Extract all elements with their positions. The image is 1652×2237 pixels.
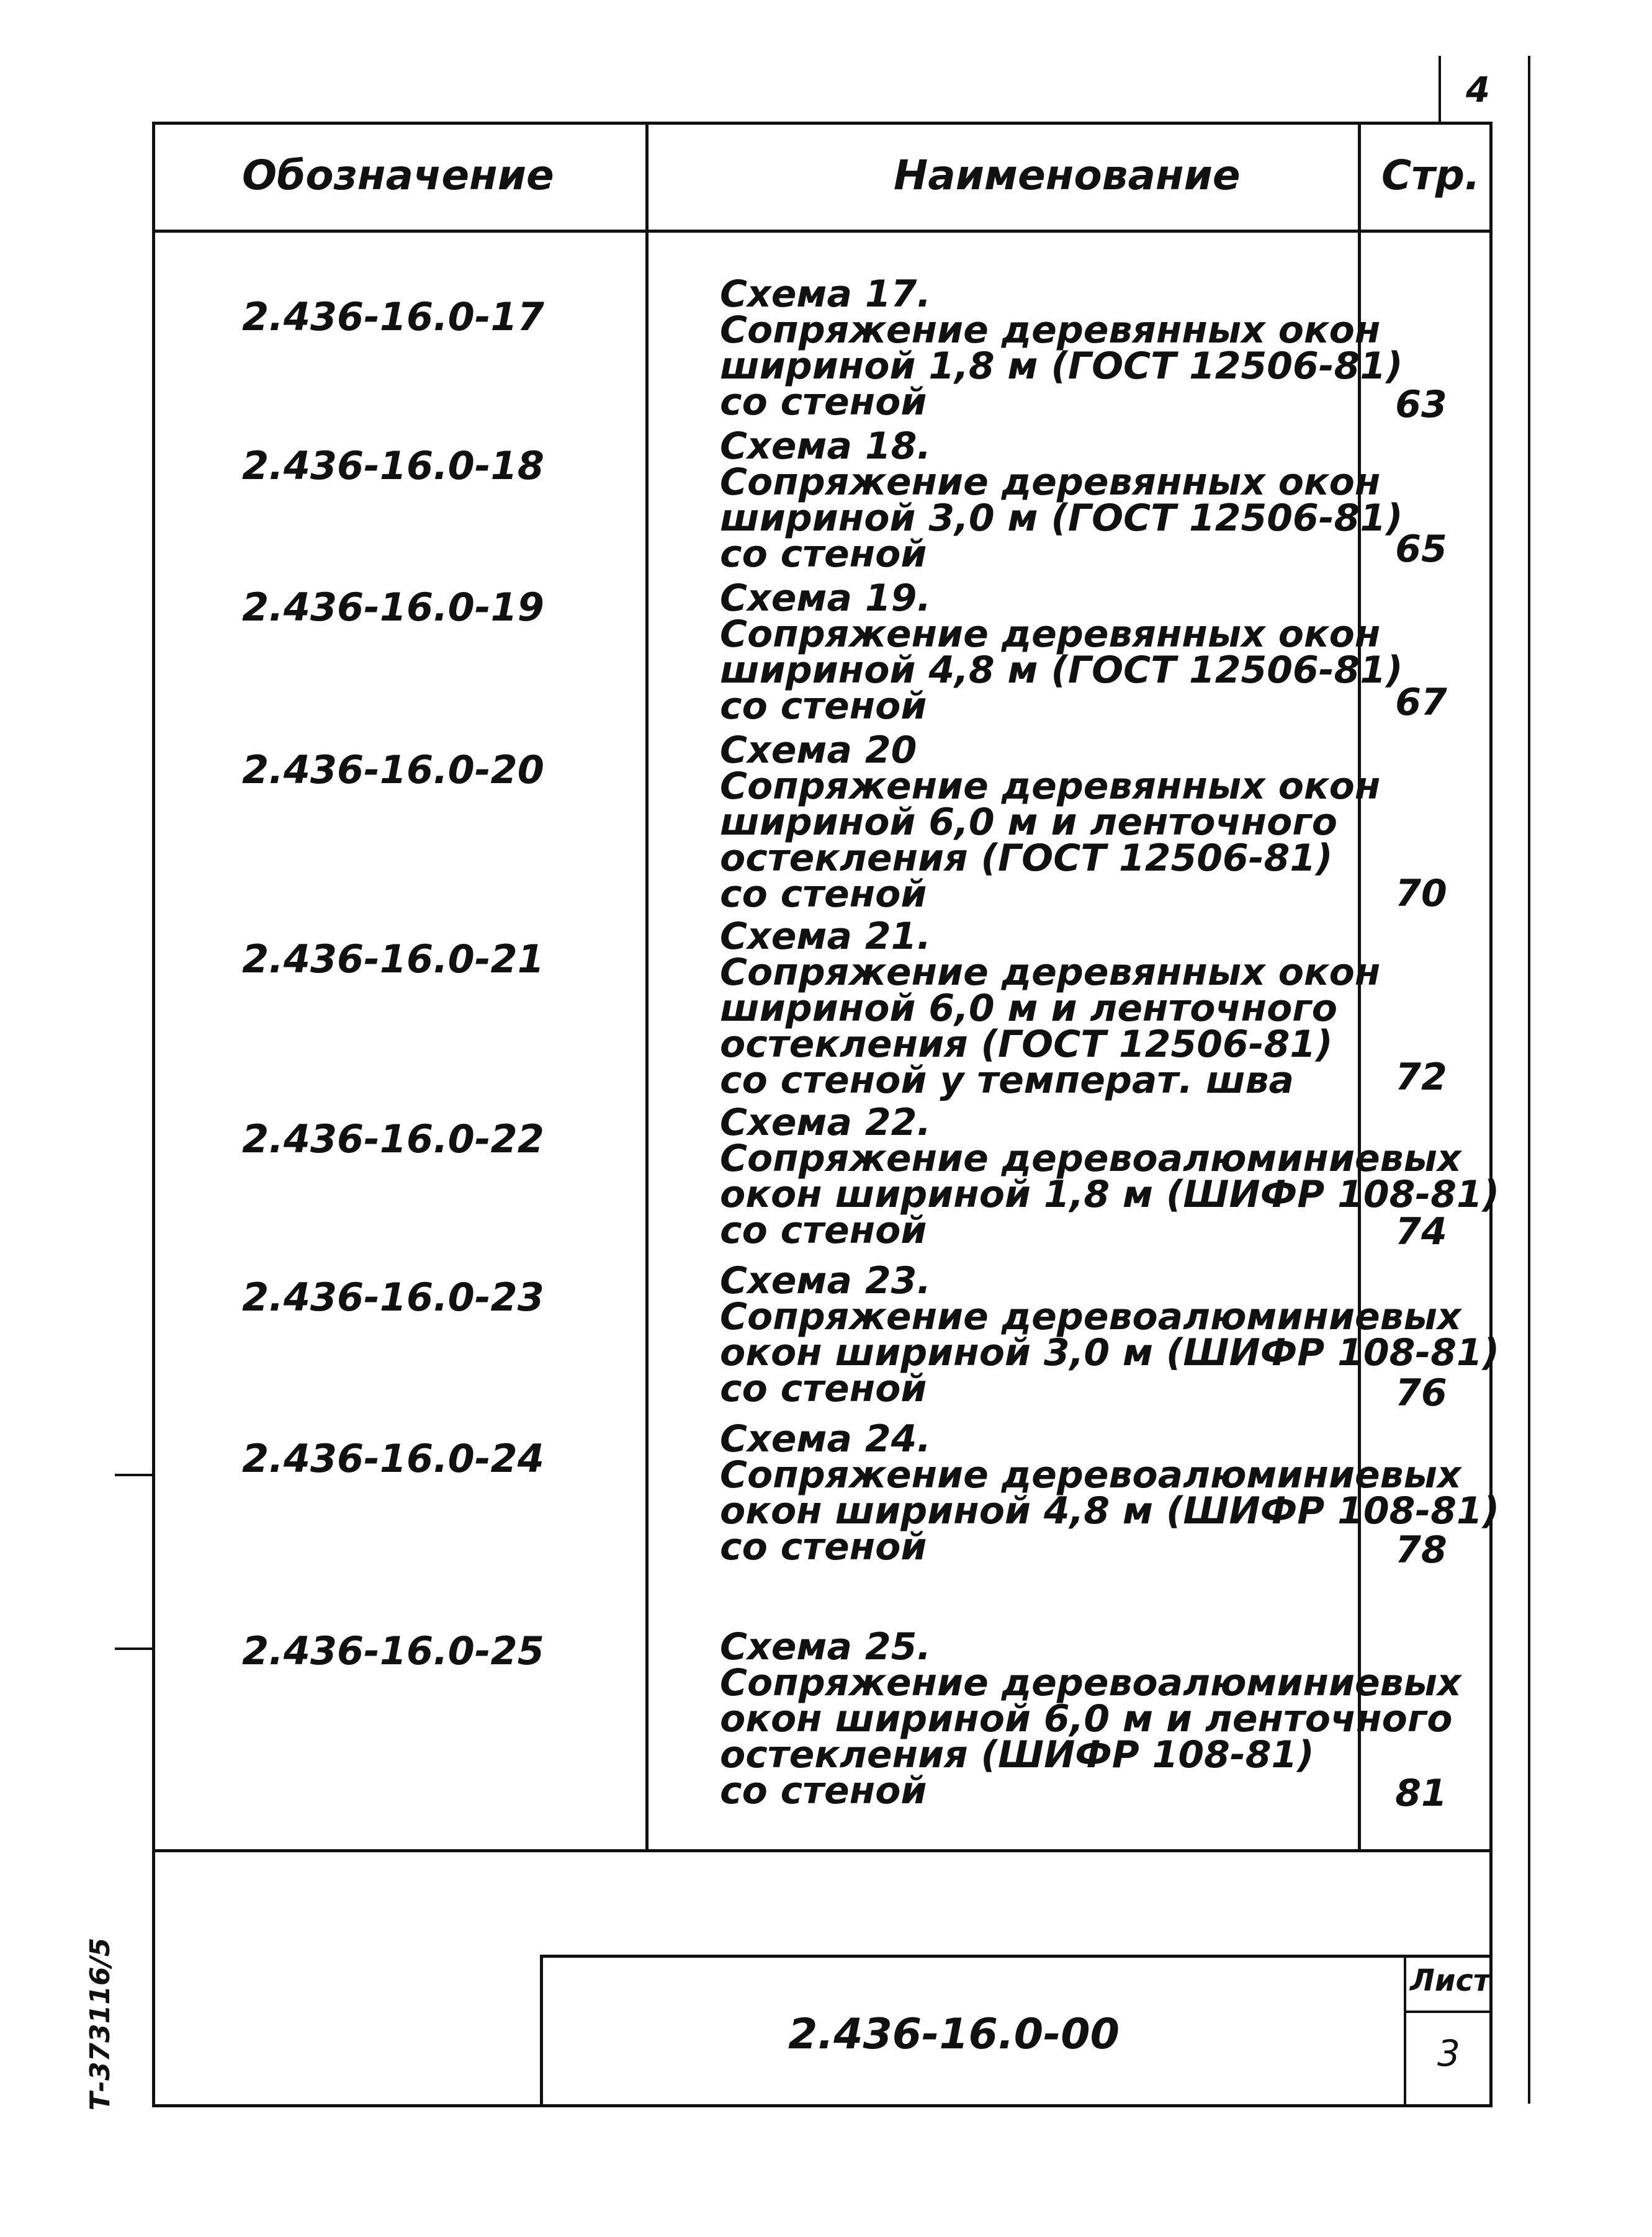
row-code: 2.436-16.0-24 <box>242 1436 544 1481</box>
row-line: шириной 6,0 м и ленточного <box>720 800 1337 844</box>
row-line: Сопряжение деревянных окон <box>720 460 1381 504</box>
margin-tick-2 <box>115 1647 153 1650</box>
row-code: 2.436-16.0-17 <box>242 294 544 339</box>
row-page: 78 <box>1395 1528 1447 1572</box>
row-code: 2.436-16.0-21 <box>242 936 544 982</box>
row-line: со стеной <box>720 1367 927 1410</box>
row-line: Схема 23. <box>720 1259 931 1302</box>
row-line: Схема 25. <box>720 1625 931 1669</box>
row-page: 67 <box>1395 681 1447 724</box>
row-line: остекления (ШИФР 108-81) <box>720 1733 1314 1777</box>
row-code: 2.436-16.0-19 <box>242 585 544 630</box>
frame-top <box>152 122 1489 125</box>
row-code: 2.436-16.0-20 <box>242 747 544 792</box>
row-page: 70 <box>1395 872 1447 915</box>
row-line: Схема 21. <box>720 915 931 958</box>
row-line: со стеной <box>720 1525 927 1569</box>
row-line: окон шириной 4,8 м (ШИФР 108-81) <box>720 1489 1500 1533</box>
row-line: шириной 1,8 м (ГОСТ 12506-81) <box>720 344 1403 388</box>
row-line: Схема 18. <box>720 424 931 468</box>
margin-tick-1 <box>115 1474 153 1476</box>
sheet-cell-left <box>1404 1955 1406 2107</box>
header-bottom <box>152 230 1493 233</box>
row-page: 81 <box>1395 1772 1447 1815</box>
row-page: 72 <box>1395 1056 1447 1099</box>
row-line: остекления (ГОСТ 12506-81) <box>720 836 1333 880</box>
sheet-label: Лист <box>1410 1963 1491 1998</box>
header-name: Наименование <box>894 151 1241 199</box>
header-designation: Обозначение <box>242 151 554 199</box>
row-line: Сопряжение деревянных окон <box>720 612 1381 656</box>
row-page: 63 <box>1395 383 1447 426</box>
row-line: со стеной <box>720 532 927 576</box>
row-line: Сопряжение деревоалюминиевых <box>720 1453 1461 1497</box>
col-divider-1 <box>645 122 649 1852</box>
row-line: Сопряжение деревоалюминиевых <box>720 1137 1461 1180</box>
row-line: Схема 24. <box>720 1417 931 1461</box>
row-code: 2.436-16.0-22 <box>242 1116 544 1162</box>
corner-box-left <box>1439 56 1441 122</box>
row-code: 2.436-16.0-25 <box>242 1628 544 1674</box>
frame-left <box>152 122 155 2107</box>
row-page: 65 <box>1395 527 1447 571</box>
row-line: окон шириной 3,0 м (ШИФР 108-81) <box>720 1331 1500 1374</box>
row-line: окон шириной 1,8 м (ШИФР 108-81) <box>720 1173 1500 1216</box>
row-line: со стеной <box>720 380 927 424</box>
row-line: Сопряжение деревоалюминиевых <box>720 1295 1461 1338</box>
row-line: Сопряжение деревянных окон <box>720 764 1381 808</box>
row-line: со стеной <box>720 1209 927 1252</box>
row-line: шириной 6,0 м и ленточного <box>720 987 1337 1030</box>
row-line: шириной 3,0 м (ГОСТ 12506-81) <box>720 496 1403 540</box>
row-page: 76 <box>1395 1371 1447 1415</box>
row-line: Схема 22. <box>720 1101 931 1144</box>
document-code: 2.436-16.0-00 <box>788 2010 1120 2059</box>
row-line: со стеной <box>720 872 927 916</box>
row-line: Сопряжение деревоалюминиевых <box>720 1661 1461 1705</box>
row-line: Сопряжение деревянных окон <box>720 308 1381 352</box>
frame-outer-right <box>1528 56 1530 2104</box>
frame-bottom <box>152 2104 1493 2107</box>
row-line: со стеной <box>720 1769 927 1813</box>
sheet-cell-divider <box>1404 2011 1493 2013</box>
row-code: 2.436-16.0-23 <box>242 1275 544 1320</box>
sheet-corner-number: 4 <box>1466 70 1490 110</box>
row-line: Схема 17. <box>720 272 931 316</box>
row-line: окон шириной 6,0 м и ленточного <box>720 1697 1453 1741</box>
row-line: Схема 20 <box>720 728 917 772</box>
frame-inner-right <box>1489 122 1493 2107</box>
row-code: 2.436-16.0-18 <box>242 443 544 488</box>
row-line: остекления (ГОСТ 12506-81) <box>720 1023 1333 1066</box>
row-line: со стеной <box>720 684 927 728</box>
row-line: Сопряжение деревянных окон <box>720 951 1381 994</box>
row-line: со стеной у температ. шва <box>720 1059 1295 1102</box>
sheet-number: 3 <box>1437 2032 1460 2074</box>
side-stamp: Т-373116/5 <box>84 1937 116 2111</box>
header-page: Стр. <box>1381 151 1481 199</box>
table-bottom <box>152 1849 1493 1852</box>
row-line: шириной 4,8 м (ГОСТ 12506-81) <box>720 648 1403 692</box>
row-page: 74 <box>1395 1210 1447 1253</box>
title-block-left <box>540 1955 543 2107</box>
row-line: Схема 19. <box>720 576 931 620</box>
title-block-top <box>540 1955 1493 1958</box>
